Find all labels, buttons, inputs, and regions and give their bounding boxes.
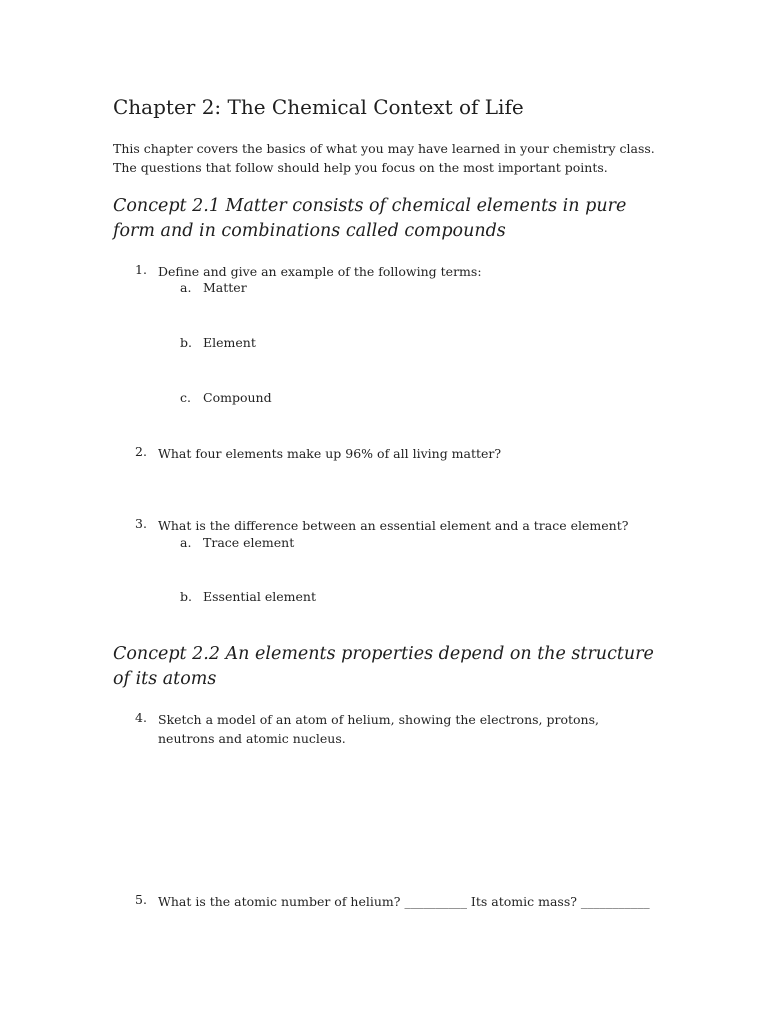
- question-text: What four elements make up 96% of all living matter?: [158, 446, 502, 461]
- sub-letter: b.: [180, 335, 192, 350]
- sub-item-compound: Compound: [203, 390, 272, 405]
- question-text: Sketch a model of an atom of helium, showing the electrons, protons, neutrons and atomic nucleus.: [158, 712, 599, 746]
- question-text: What is the atomic number of helium? __________ Its atomic mass? ___________: [158, 894, 650, 909]
- sub-item-essential-element: Essential element: [203, 589, 316, 604]
- sub-letter: a.: [180, 280, 192, 295]
- question-number: 1.: [135, 262, 147, 277]
- question-number: 2.: [135, 444, 147, 459]
- sub-letter: a.: [180, 535, 192, 550]
- sub-item-trace-element: Trace element: [203, 535, 295, 550]
- intro-paragraph: This chapter covers the basics of what you may have learned in your chemistry class. The questions that follow should help you focus on the most important points.: [113, 141, 655, 175]
- concept-2-2-heading: Concept 2.2 An elements properties depend on the structure of its atoms: [113, 644, 654, 689]
- question-text: Define and give an example of the following terms:: [158, 264, 482, 279]
- sub-item-matter: Matter: [203, 280, 247, 295]
- question-number: 5.: [135, 892, 147, 907]
- chapter-title: Chapter 2: The Chemical Context of Life: [113, 95, 524, 119]
- sub-item-element: Element: [203, 335, 256, 350]
- question-text: What is the difference between an essential element and a trace element?: [158, 518, 629, 533]
- sub-letter: c.: [180, 390, 191, 405]
- sub-letter: b.: [180, 589, 192, 604]
- concept-2-1-heading: Concept 2.1 Matter consists of chemical elements in pure form and in combinations called compounds: [113, 196, 627, 241]
- question-number: 3.: [135, 516, 147, 531]
- question-number: 4.: [135, 710, 147, 725]
